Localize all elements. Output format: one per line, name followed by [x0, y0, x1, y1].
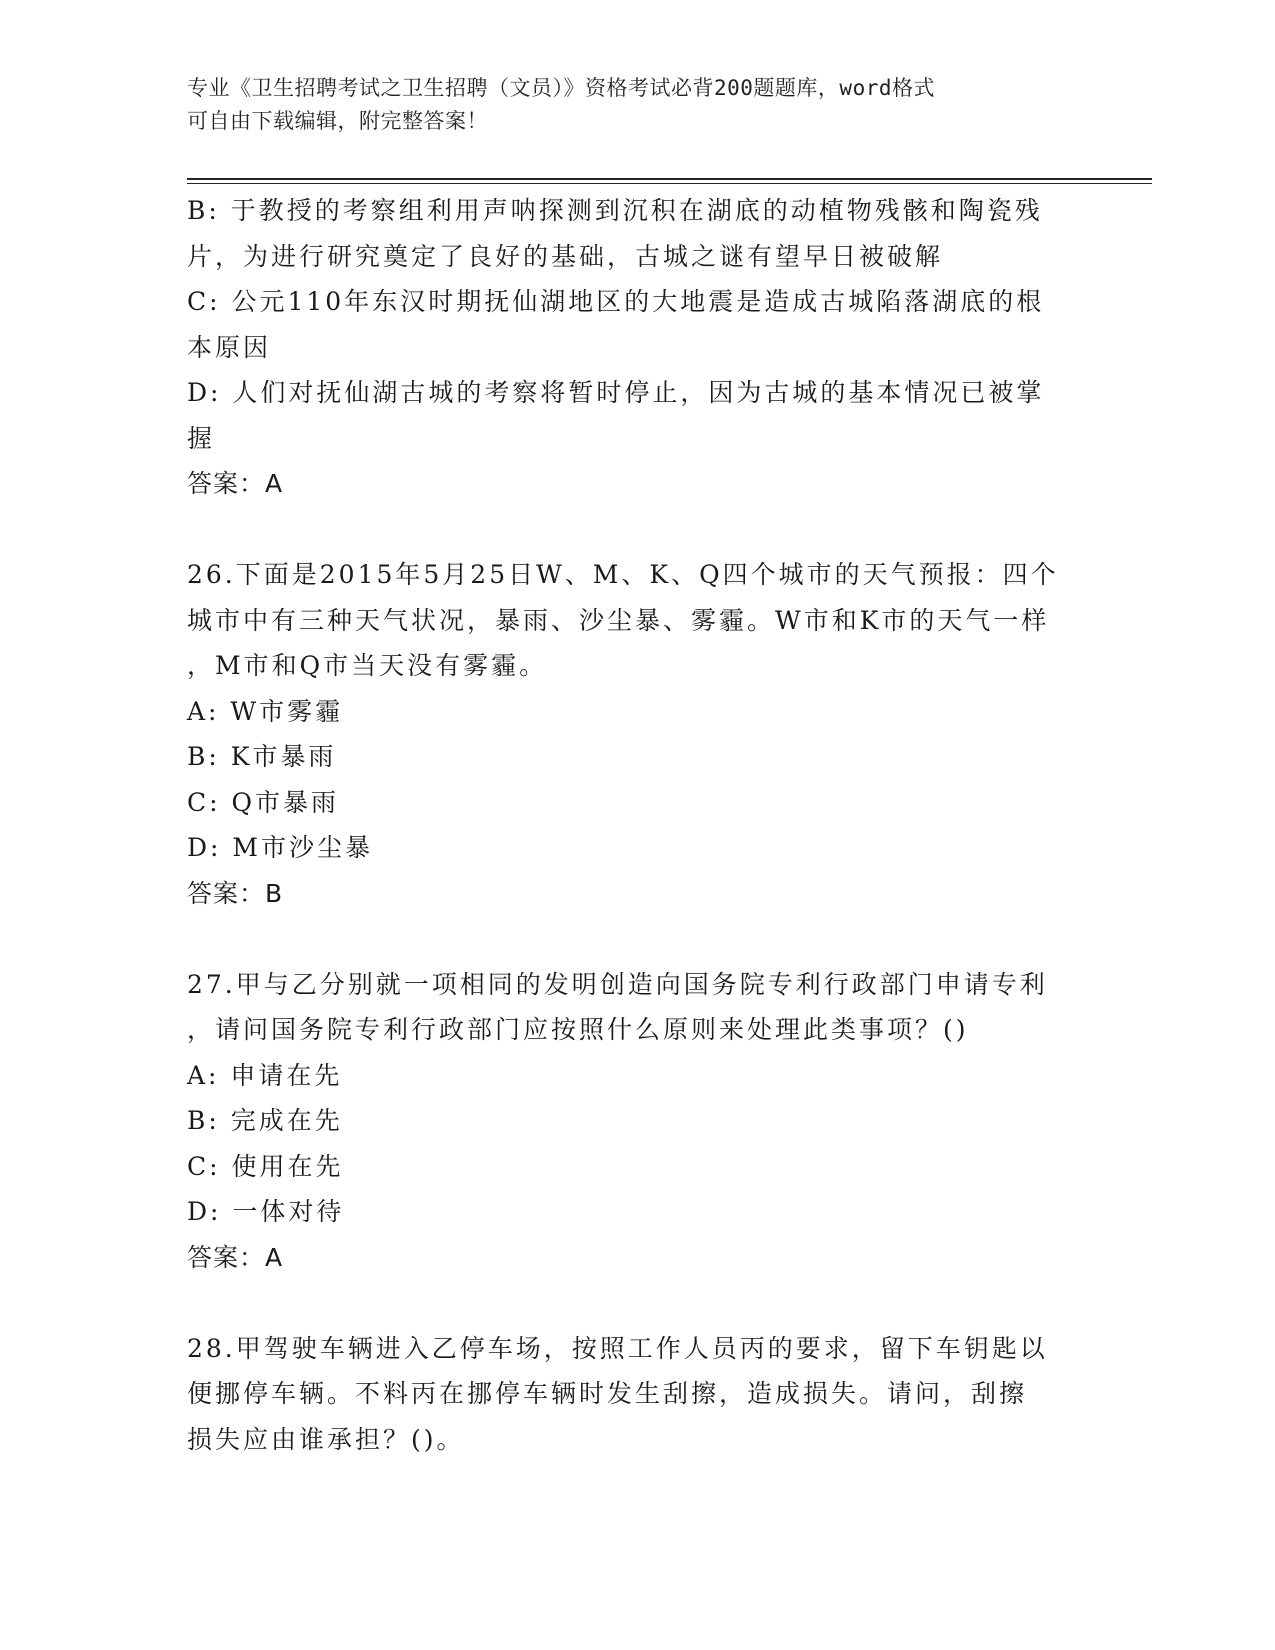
question-text-line: 28.甲驾驶车辆进入乙停车场，按照工作人员丙的要求，留下车钥匙以: [187, 1333, 1048, 1363]
question-text-line: 便挪停车辆。不料丙在挪停车辆时发生刮擦，造成损失。请问，刮擦: [187, 1379, 1028, 1408]
option-line: D: 一体对待: [187, 1197, 345, 1226]
question-block: [187, 962, 1087, 1281]
option-line: D: M市沙尘暴: [187, 833, 374, 862]
question-text-line: ，请问国务院专利行政部门应按照什么原则来处理此类事项？(): [187, 1015, 969, 1044]
header-line-2: 可自由下载编辑，附完整答案！: [187, 109, 488, 133]
question-block: [187, 1326, 1087, 1463]
option-line: B: K市暴雨: [187, 742, 337, 771]
document-header: [187, 72, 1067, 138]
question-text-line: 城市中有三种天气状况，暴雨、沙尘暴、雾霾。W市和K市的天气一样: [187, 605, 1050, 635]
question-text-line: ，M市和Q市当天没有雾霾。: [187, 651, 548, 680]
block-gap: [187, 916, 1087, 962]
block-gap: [187, 507, 1087, 553]
text-line: C: 公元110年东汉时期抚仙湖地区的大地震是造成古城陷落湖底的根: [187, 287, 1045, 316]
option-line: B: 完成在先: [187, 1106, 343, 1135]
option-line: C: 使用在先: [187, 1151, 344, 1181]
question-text-line: 27.甲与乙分别就一项相同的发明创造向国务院专利行政部门申请专利: [187, 969, 1048, 999]
block-gap: [187, 1280, 1087, 1326]
question-text-line: 损失应由谁承担？()。: [187, 1424, 465, 1454]
header-line-1: 专业《卫生招聘考试之卫生招聘（文员）》资格考试必背200题题库，word格式: [187, 76, 935, 100]
text-line: B: 于教授的考察组利用声呐探测到沉积在湖底的动植物残骸和陶瓷残: [187, 196, 1043, 225]
header-divider-thin: [187, 183, 1152, 184]
text-line: 本原因: [187, 332, 272, 362]
answer-line: 答案：A: [187, 469, 284, 498]
question-text-line: 26.下面是2015年5月25日W、M、K、Q四个城市的天气预报：四个: [187, 560, 1059, 589]
text-line: 片，为进行研究奠定了良好的基础，古城之谜有望早日被破解: [187, 241, 944, 271]
text-line: D: 人们对抚仙湖古城的考察将暂时停止，因为古城的基本情况已被掌: [187, 378, 1045, 407]
question-block: [187, 552, 1087, 916]
answer-line: 答案：A: [187, 1242, 284, 1272]
text-line: 握: [187, 423, 216, 453]
question-block: [187, 188, 1087, 507]
document-body: [187, 188, 1087, 1462]
option-line: C: Q市暴雨: [187, 787, 339, 817]
answer-line: 答案：B: [187, 878, 284, 908]
option-line: A: 申请在先: [187, 1060, 343, 1090]
option-line: A: W市雾霾: [187, 696, 344, 726]
header-divider-thick: [187, 178, 1152, 180]
